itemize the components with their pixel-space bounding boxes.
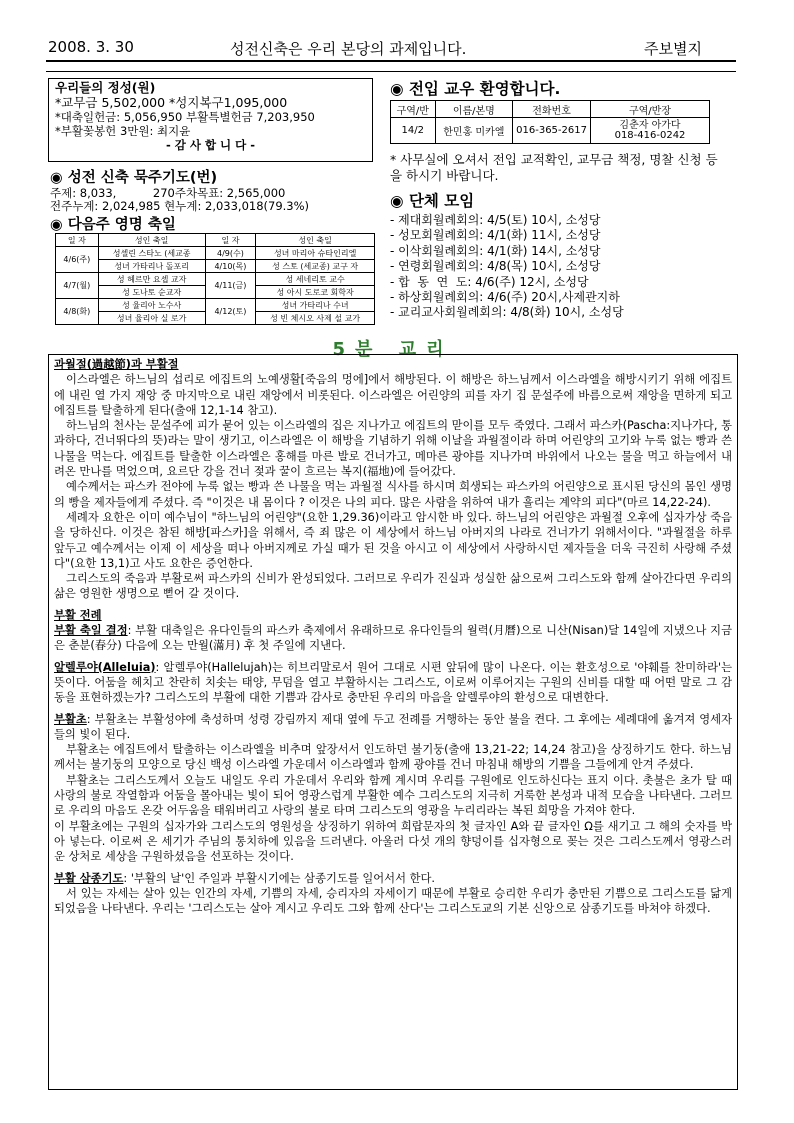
term-text: : '부활의 날'인 주일과 부활시기에는 삼종기도를 일어서서 한다. xyxy=(123,871,435,885)
date-cell: 4/12(토) xyxy=(205,299,256,325)
saint-cell: 성셀린 스타노 (세교종 xyxy=(98,247,205,260)
prayer-line-1: 주제: 8,033, 270주차목표: 2,565,000 xyxy=(50,186,286,200)
col-header: 이름/본명 xyxy=(435,101,513,118)
table-header-row xyxy=(391,101,710,118)
section-heading: 부활 전례 xyxy=(54,608,102,622)
leader-phone: 018-416-0242 xyxy=(614,129,686,141)
term-label: 부활 축일 결정 xyxy=(54,624,128,638)
target-bullet-icon: ◉ xyxy=(50,170,63,186)
group-item: - 교리교사회월례회의: 4/8(화) 10시, 소성당 xyxy=(390,305,624,320)
paragraph xyxy=(54,660,732,706)
table-row xyxy=(56,247,375,260)
paragraph: 예수께서는 파스카 전야에 누룩 없는 빵과 쓴 나물을 먹는 과월절 식사를 하시며 희생되는 파스카의 어린양으로 표시된 당신의 몸인 생명의 빵을 제자들에게 주셨다. 즉 "이것은 내 몸이다 ? 이것은 나의 피다. 많은 사람을 위하여 내가 흘리는 계약의 피다"(마르 14,22-24). xyxy=(54,480,732,509)
group-item: - 합 동 연 도: 4/6(주) 12시, 소성당 xyxy=(390,274,589,289)
paragraph xyxy=(54,712,732,743)
prayer-line-2: 전주누계: 2,024,985 현누계: 2,033,018(79.3%) xyxy=(50,199,310,213)
target-bullet-icon: ◉ xyxy=(390,192,404,210)
leader-cell xyxy=(591,118,710,144)
doctrine-body xyxy=(48,354,738,1090)
col-header: 일 자 xyxy=(56,234,99,247)
paragraph: 부활초는 그리스도께서 오늘도 내일도 우리 가운데서 우리와 함께 계시며 우리를 구원에로 인도하신다는 표지 이다. 촛불은 초가 탈 때 사랑의 불로 작열함과 어둠을 몰아내는 빛이 되어 영광스럽게 부활한 예수 그리스도의 지극히 거룩한 본성과 내적 모습을 나타낸다. 그러므로 우리의 마음도 온갖 어두움을 태워버리고 사랑의 불로 타며 그리스도의 영광을 누리리라는 복된 희망을 가져야 한다. xyxy=(54,773,732,818)
header-title: 주보별지 xyxy=(644,40,702,58)
transfer-note: * 사무실에 오셔서 전입 교적확인, 교무금 책정, 명찰 신청 등을 하시기 바랍니다. xyxy=(390,152,718,183)
table-row xyxy=(391,118,710,144)
transfer-table xyxy=(390,100,710,144)
group-item: - 제대회월례회의: 4/5(토) 10시, 소성당 xyxy=(390,213,601,227)
term-text: : 부활초는 부활성야에 축성하며 성령 강림까지 제대 옆에 두고 전례를 거행하는 동안 불을 켠다. 그 후에는 세례대에 옮겨져 영세자들의 빛이 된다. xyxy=(54,712,732,741)
zone-cell: 14/2 xyxy=(391,118,436,144)
term-label: 알렐루야(Alleluia) xyxy=(54,660,156,674)
col-header: 일 자 xyxy=(205,234,256,247)
paragraph: 세례자 요한은 이미 예수님이 "하느님의 어린양"(요한 1,29.36)이라고 암시한 바 있다. 하느님의 어린양은 과월절 오후에 십자가상 죽음을 당하신다. 이것은 참된 해방[파스카]을 위해서, 즉 죄 많은 이 세상에서 하느님 아버지의 나라로 건너가기 위해서이다. "과월절을 하루 앞두고 예수께서는 이제 이 세상을 떠나 아버지께로 가실 때가 된 것을 아시고 이 세상에서 사랑하시던 제자들을 더욱 극진히 사랑해 주셨다"(요한 13,1)고 사도 요한은 증언한다. xyxy=(54,510,732,570)
saint-cell: 성녀 가타리나 돌포리 xyxy=(98,260,205,273)
group-item: - 이삭회월례회의: 4/1(화) 14시, 소성당 xyxy=(390,243,601,258)
paragraph: 서 있는 자세는 살아 있는 인간의 자세, 기쁨의 자세, 승리자의 자세이기 때문에 부활로 승리한 우리가 충만된 기쁨으로 그리스도를 닮게 되었음을 나타낸다. 우리는 '그리스도는 살아 계시고 우리도 그와 함께 산다'는 그리스도교의 기본 신앙으로 삼종기도를 바쳐야 하겠다. xyxy=(54,886,732,916)
header-rule xyxy=(46,60,736,62)
col-header: 성인 축일 xyxy=(256,234,375,247)
saint-cell: 성 아시 도로코 회학자 xyxy=(256,286,375,299)
paragraph: 부활초는 에집트에서 탈출하는 이스라엘을 비추며 앞장서서 인도하던 불기둥(출애 13,21-22; 14,24 참고)을 상징하기도 한다. 하느님께서는 불기둥의 모양으로 당신 백성 이스라엘 가운데서 이스라엘과 함께 광야를 건너 마침내 해방의 기쁨을 그들에게 안겨 주셨다. xyxy=(54,743,732,772)
issue-date: 2008. 3. 30 xyxy=(48,38,134,56)
saint-cell: 성 세네리토 교수 xyxy=(256,273,375,286)
paragraph xyxy=(54,623,732,654)
table-row xyxy=(56,273,375,286)
group-item: - 하상회월례회의: 4/6(주) 20시,사제관지하 xyxy=(390,290,620,305)
target-bullet-icon: ◉ xyxy=(50,217,63,233)
groups-title: 단체 모임 xyxy=(408,192,475,210)
col-header: 성인 축일 xyxy=(98,234,205,247)
date-cell: 4/6(주) xyxy=(56,247,99,273)
table-row xyxy=(56,299,375,312)
term-label: 부활초 xyxy=(54,712,87,726)
col-header: 구역/반장 xyxy=(591,101,710,118)
section-heading: 과월절(過越節)과 부활절 xyxy=(54,358,179,371)
term-text: : 부활 대축일은 유다인들의 파스카 축제에서 유래하므로 유다인들의 월력(月曆)으로 니산(Nisan)달 14일에 지냈으나 지금은 춘분(春分) 다음에 오는 만월(滿月) 후 첫 주일에 지낸다. xyxy=(54,624,733,653)
transfer-section xyxy=(390,77,560,99)
paragraph: 하느님의 천사는 문설주에 피가 묻어 있는 이스라엘의 집은 지나가고 에집트의 맏이를 모두 죽였다. 그래서 파스카(Pascha:지나가다, 통과하다, 건너뛰다의 뜻)라는 말이 생기고, 이스라엘은 이 해방을 기념하기 위해 이날을 과월절이라 하며 어린양의 고기와 누룩 없는 빵과 쓴 나물을 먹는다. 에집트를 탈출한 이스라엘은 홍해를 마른 발로 건너가고, 메마른 광야를 지나가며 바위에서 나오는 물을 먹고 하늘에서 내려온 만나를 먹었으며, 요르단 강을 건너 젖과 꿀이 흐르는 복지(福地)에 들어갔다. xyxy=(54,419,732,479)
group-item: - 연령회월례회의: 4/8(목) 10시, 소성당 xyxy=(390,259,601,274)
saint-cell: 성녀 마리아 슈타인리엘 xyxy=(256,247,375,260)
leader-name: 김춘자 아가다 xyxy=(619,119,681,131)
offering-title: 우리들의 정성(원) xyxy=(55,80,156,95)
feast-section xyxy=(50,213,176,234)
date-cell: 4/8(화) xyxy=(56,299,99,325)
paragraph: 이 부활초에는 구원의 십자가와 그리스도의 영원성을 상징하기 위하여 희랍문자의 첫 글자인 A와 끝 글자인 Ω를 새기고 그 해의 숫자를 박아 넣는다. 이로써 온 세기가 주님의 통치하에 있음을 드러낸다. 아울러 다섯 개의 향덩이를 십자형으로 꽂는 것은 그리스도께서 영광스러운 상처로 세상을 구원하셨음을 선포하는 것이다. xyxy=(54,819,732,864)
prayer-title: 성전 신축 묵주기도(번) xyxy=(67,170,218,186)
doctrine-banner-title: 5분 교리 xyxy=(332,339,454,360)
phone-cell: 016-365-2617 xyxy=(513,118,591,144)
col-header: 전화번호 xyxy=(513,101,591,118)
paragraph xyxy=(54,871,732,886)
paragraph: 그리스도의 죽음과 부활로써 파스카의 신비가 완성되었다. 그러므로 우리가 진실과 성실한 삶으로써 그리스도와 함께 살아간다면 우리의 삶은 영원한 생명으로 뻗어 갈 것이다. xyxy=(54,572,732,601)
target-bullet-icon: ◉ xyxy=(390,80,404,98)
offering-line-3: *부활꽃봉헌 3만원: 최지윤 xyxy=(55,124,191,138)
paragraph: 이스라엘은 하느님의 섭리로 에집트의 노예생활[죽음의 멍에]에서 해방된다. 이 해방은 하느님께서 이스라엘을 해방시키기 위해 에집트에 내린 열 가지 재앙 중 마지막으로 내린 재앙에서 비롯된다. 이스라엘은 어린양의 피를 자기 집 문설주에 바름으로써 재앙을 면하게 되고 에집트를 탈출하게 된다(출애 12,1-14 참고). xyxy=(54,373,732,417)
term-text: : 알렐루야(Hallelujah)는 히브리말로서 원어 그대로 시편 앞뒤에 많이 나온다. 이는 환호성으로 '야훼를 찬미하라'는 뜻이다. 어둠을 헤치고 찬란히 치솟는 태양, 무덤을 열고 부활하시는 그리스도, 이로써 이루어지는 구원의 신비를 대할 때 어떤 말로 그 감동을 표현하겠는가? 그리스도의 부활에 대한 기쁨과 감사로 충만된 우리의 마음을 알렐루야의 환성으로 대변한다. xyxy=(54,660,732,705)
saint-cell: 성 헤르만 요셉 교자 xyxy=(98,273,205,286)
groups-section xyxy=(390,189,624,321)
saint-cell: 성 도나토 순교자 xyxy=(98,286,205,299)
offering-line-2: *대축일헌금: 5,056,950 부활특별헌금 7,203,950 xyxy=(55,110,315,124)
date-cell: 4/11(금) xyxy=(205,273,256,299)
page-header xyxy=(48,38,734,58)
saint-cell: 성 율리아 노수사 xyxy=(98,299,205,312)
prayer-section xyxy=(50,166,375,213)
doctrine-banner xyxy=(48,335,738,360)
saint-cell: 성 스토 (세교종) 교구 자 xyxy=(256,260,375,273)
transfer-title: 전입 교우 환영합니다. xyxy=(408,80,561,98)
header-rule-2 xyxy=(46,71,736,72)
date-cell: 4/9(수) xyxy=(205,247,256,260)
feast-table xyxy=(55,233,375,325)
date-cell: 4/10(목) xyxy=(205,260,256,273)
saint-cell: 성 빈 체시오 사제 설 교가 xyxy=(256,312,375,325)
offering-thanks: - 감 사 합 니 다 - xyxy=(165,138,256,152)
saint-cell: 성녀 가타리나 수녀 xyxy=(256,299,375,312)
table-header-row xyxy=(56,234,375,247)
header-slogan: 성전신축은 우리 본당의 과제입니다. xyxy=(230,40,467,58)
saint-cell: 성녀 율리아 실 로가 xyxy=(98,312,205,325)
group-item: - 성모회월례회의: 4/1(화) 11시, 소성당 xyxy=(390,228,601,243)
date-cell: 4/7(월) xyxy=(56,273,99,299)
term-label: 부활 삼종기도 xyxy=(54,871,124,885)
feast-title: 다음주 영명 축일 xyxy=(67,217,176,233)
col-header: 구역/반 xyxy=(391,101,436,118)
table-row xyxy=(56,260,375,273)
offering-box xyxy=(48,78,373,162)
name-cell: 한민홍 미카엘 xyxy=(435,118,513,144)
offering-line-1: *교무금 5,502,000 *성지복구1,095,000 xyxy=(55,95,288,110)
